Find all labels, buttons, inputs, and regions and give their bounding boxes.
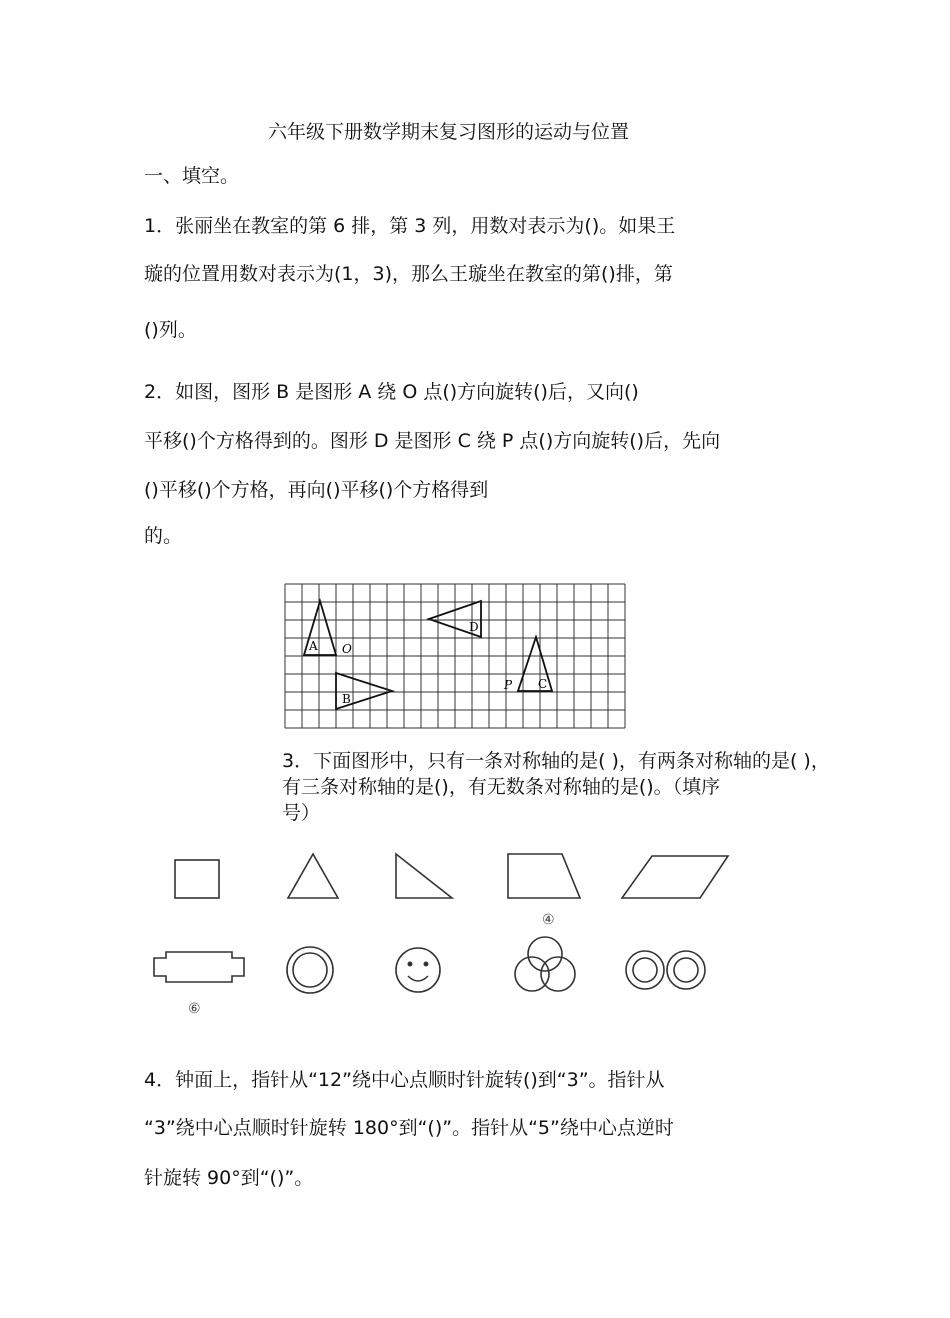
shape-double-ring-left-inner [633,958,657,982]
label-d: D [469,620,479,634]
shape-ring-outer [287,947,333,993]
label-o: O [342,642,352,656]
shape-three-circles-top [528,937,562,971]
grid-figure [284,583,626,729]
q1-line1: 1．张丽坐在教室的第 6 排，第 3 列，用数对表示为()。如果王 [144,215,676,237]
shape-double-ring-right-inner [674,958,698,982]
q2-line3: ()平移()个方格，再向()平移()个方格得到 [144,479,489,501]
q4-line2: “3”绕中心点顺时针旋转 180°到“()”。指针从“5”绕中心点逆时 [144,1117,674,1139]
shape-three-circles-left [515,957,549,991]
label-a: A [309,639,318,653]
smiley-features [408,962,429,967]
shape-square [175,860,219,898]
shape-ring-inner [293,953,327,987]
q2-line1: 2．如图，图形 B 是图形 A 绕 O 点()方向旋转()后，又向() [144,381,639,403]
q2-line4: 的。 [144,525,183,547]
label-b: B [342,692,351,706]
section-heading: 一、填空。 [144,165,240,187]
shape-double-ring-left-outer [626,951,664,989]
q1-line2: 璇的位置用数对表示为(1，3)，那么王璇坐在教室的第()排，第 [144,263,673,285]
q4-line3: 针旋转 90°到“()”。 [144,1167,314,1189]
label-p: P [504,678,513,692]
shape-equilateral-triangle [288,854,338,898]
shape-label-6: ⑥ [188,1001,201,1017]
q1-line3: ()列。 [144,319,197,341]
shape-smiley-face [396,948,440,992]
page-title: 六年级下册数学期末复习图形的运动与位置 [268,121,630,143]
shapes-figure [140,840,760,1030]
q3-line1: 3．下面图形中，只有一条对称轴的是( )，有两条对称轴的是( )， [282,750,830,772]
shape-notched-rectangle [154,952,244,982]
shape-label-4: ④ [542,912,555,928]
shape-trapezoid [508,854,580,898]
q4-line1: 4．钟面上，指针从“12”绕中心点顺时针旋转()到“3”。指针从 [144,1069,665,1091]
label-c: C [538,677,548,691]
shape-three-circles-right [541,957,575,991]
q2-line2: 平移()个方格得到的。图形 D 是图形 C 绕 P 点()方向旋转()后，先向 [144,430,721,452]
shape-right-triangle [396,854,452,898]
shape-double-ring-right-outer [667,951,705,989]
shape-parallelogram [622,856,728,898]
q3-line3: 号） [282,802,321,824]
q3-line2: 有三条对称轴的是()，有无数条对称轴的是()。（填序 [282,776,721,798]
